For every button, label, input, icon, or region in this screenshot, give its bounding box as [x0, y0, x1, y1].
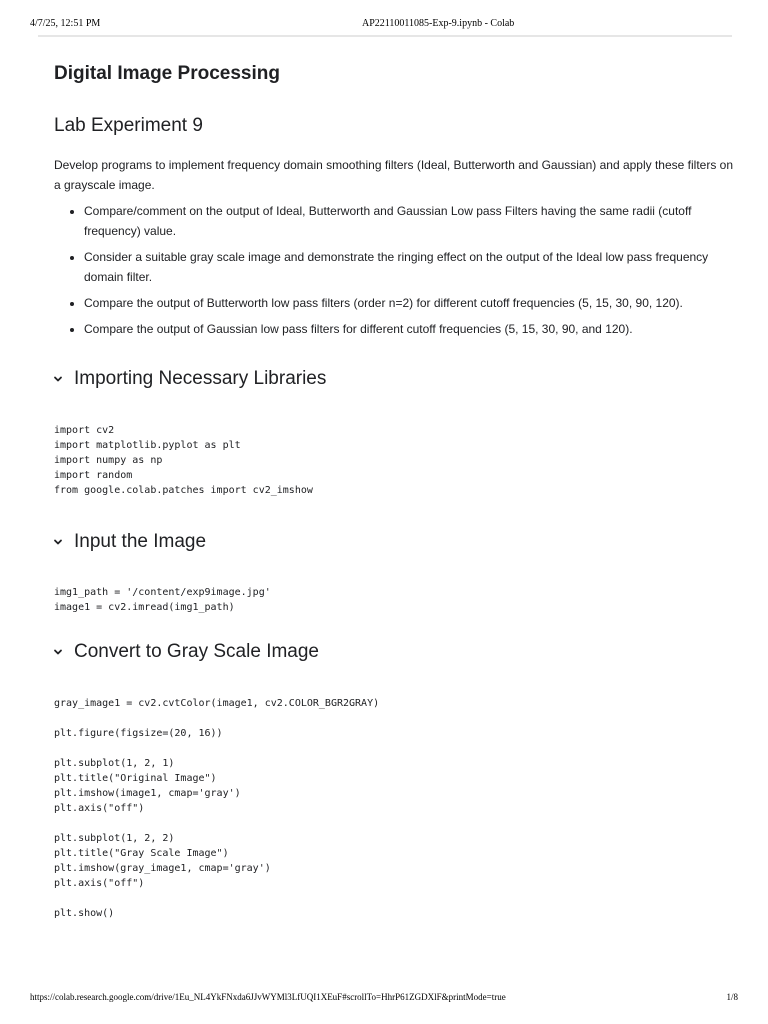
list-item: • Compare/comment on the output of Ideal, Butterworth and Gaussian Low pass Filters having the same radii (cutoff frequency) value. — [84, 201, 734, 241]
chevron-down-icon[interactable] — [48, 369, 68, 389]
list-item: • Consider a suitable gray scale image and demonstrate the ringing effect on the output of the Ideal low pass frequency domain filter. — [84, 247, 734, 287]
section-title: Input the Image — [74, 531, 207, 552]
page-number: 1/8 — [726, 992, 738, 1002]
section-header[interactable] — [48, 528, 734, 556]
notebook-content — [54, 60, 734, 921]
section-header[interactable] — [48, 365, 734, 393]
page-title: Digital Image Processing — [54, 63, 280, 84]
page-subtitle: Lab Experiment 9 — [54, 115, 203, 136]
list-item: • Compare the output of Butterworth low pass filters (order n=2) for different cutoff frequencies (5, 15, 30, 90, 120). — [84, 293, 734, 313]
print-doc-title: AP22110011085-Exp-9.ipynb - Colab — [362, 18, 515, 29]
code-cell[interactable]: gray_image1 = cv2.cvtColor(image1, cv2.COLOR_BGR2GRAY) plt.figure(figsize=(20, 16)) plt.subplot(1, 2, 1) plt.title("Original Image") plt.imshow(image1, cmap='gray') plt.axis("off") plt.subplot(1, 2, 2) plt.title("Gray Scale Image") plt.imshow(gray_image1, cmap='gray') plt.axis("off") plt.show() — [54, 698, 380, 919]
list-item: • Compare the output of Gaussian low pass filters for different cutoff frequencies (5, 15, 30, 90, and 120). — [84, 319, 734, 339]
section-convert-gray — [54, 638, 734, 921]
chevron-down-icon[interactable] — [48, 532, 68, 552]
section-title: Importing Necessary Libraries — [74, 368, 327, 389]
intro-paragraph: Develop programs to implement frequency domain smoothing filters (Ideal, Butterworth and Gaussian) and apply these filters on a grayscale image. — [54, 158, 734, 192]
print-footer — [30, 992, 738, 1006]
header-divider — [38, 35, 732, 37]
code-cell[interactable]: img1_path = '/content/exp9image.jpg' image1 = cv2.imread(img1_path) — [54, 587, 271, 613]
print-header — [30, 18, 738, 34]
section-title: Convert to Gray Scale Image — [74, 641, 319, 662]
section-input-image — [54, 528, 734, 615]
print-url: https://colab.research.google.com/drive/1Eu_NL4YkFNxda6JJvWYMl3LfUQI1XEuF#scrollTo=HhrP61ZGDXlF&printMode=true — [30, 992, 506, 1002]
print-datetime: 4/7/25, 12:51 PM — [30, 18, 101, 29]
code-cell[interactable]: import cv2 import matplotlib.pyplot as plt import numpy as np import random from google.colab.patches import cv2_imshow — [54, 425, 313, 496]
section-header[interactable] — [48, 638, 734, 666]
task-list — [54, 201, 734, 339]
section-importing-libraries — [54, 365, 734, 498]
chevron-down-icon[interactable] — [48, 642, 68, 662]
